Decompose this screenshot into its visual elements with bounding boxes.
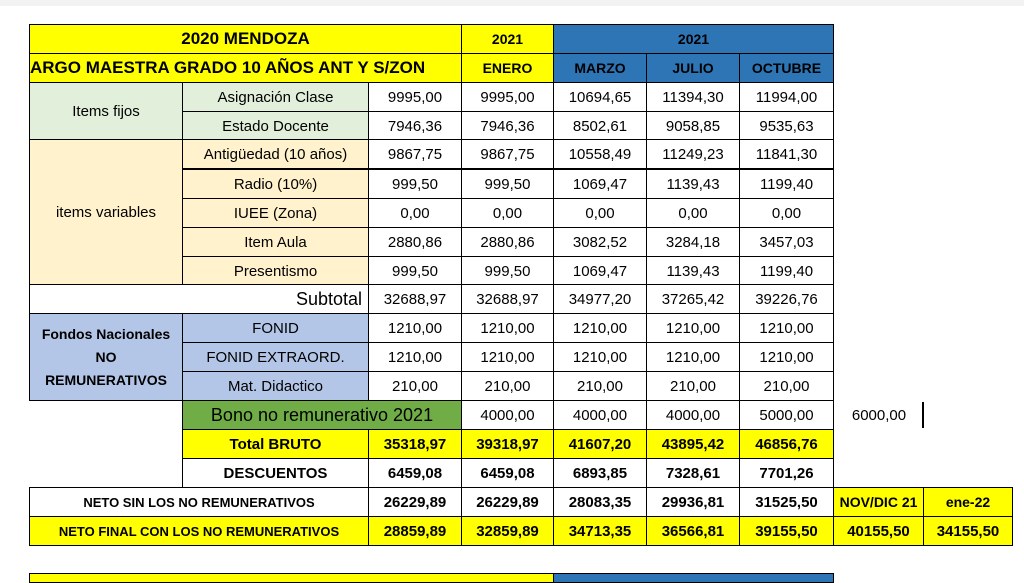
group-fondos-nacionales: Fondos Nacionales NO REMUNERATIVOS [29, 313, 183, 401]
subtitle-cell: ARGO MAESTRA GRADO 10 AÑOS ANT Y S/ZON [29, 53, 462, 83]
neto-final-value: 34713,35 [553, 516, 647, 546]
row-value: 1139,43 [646, 256, 740, 286]
row-value: 9995,00 [368, 82, 462, 112]
row-value: 0,00 [553, 198, 647, 228]
row-label: Estado Docente [182, 111, 369, 141]
neto-sin-value: 28083,35 [553, 487, 647, 517]
group-items-fijos: Items fijos [29, 82, 183, 140]
row-value: 7946,36 [461, 111, 554, 141]
month-julio: JULIO [646, 53, 740, 83]
row-value: 210,00 [739, 371, 834, 401]
row-value: 9867,75 [368, 139, 462, 169]
row-value: 9867,75 [461, 139, 554, 169]
row-value: 9535,63 [739, 111, 834, 141]
neto-sin-label: NETO SIN LOS NO REMUNERATIVOS [29, 487, 369, 517]
row-value: 999,50 [461, 256, 554, 286]
descuentos-value: 6459,08 [461, 458, 554, 488]
row-value: 11394,30 [646, 82, 740, 112]
row-value: 1210,00 [461, 342, 554, 372]
row-label: Antigüedad (10 años) [182, 139, 369, 169]
row-value: 9995,00 [461, 82, 554, 112]
neto-sin-value: 31525,50 [739, 487, 834, 517]
row-value: 1210,00 [461, 313, 554, 343]
bono-extra-value: 6000,00 [834, 400, 924, 430]
row-value: 1139,43 [646, 169, 740, 199]
row-value: 1199,40 [739, 256, 834, 286]
row-value: 210,00 [553, 371, 647, 401]
subtotal-label: Subtotal [29, 284, 369, 314]
row-value: 0,00 [739, 198, 834, 228]
row-value: 1210,00 [368, 342, 462, 372]
subtotal-value: 34977,20 [553, 284, 647, 314]
month-marzo: MARZO [553, 53, 647, 83]
neto-final-extra-value: 34155,50 [923, 516, 1013, 546]
row-value: 0,00 [368, 198, 462, 228]
descuentos-value: 6893,85 [553, 458, 647, 488]
row-value: 999,50 [461, 169, 554, 199]
bono-value: 4000,00 [646, 400, 740, 430]
month-enero: ENERO [461, 53, 554, 83]
year-2021-blue-cell: 2021 [553, 24, 834, 54]
row-label: Asignación Clase [182, 82, 369, 112]
neto-final-value: 28859,89 [368, 516, 462, 546]
row-value: 3457,03 [739, 227, 834, 257]
row-value: 1199,40 [739, 169, 834, 199]
row-value: 10694,65 [553, 82, 647, 112]
row-label: FONID [182, 313, 369, 343]
descuentos-value: 7701,26 [739, 458, 834, 488]
bono-label: Bono no remunerativo 2021 [182, 400, 462, 430]
total-bruto-value: 39318,97 [461, 429, 554, 459]
title-cell: 2020 MENDOZA [29, 24, 462, 54]
row-label: FONID EXTRAORD. [182, 342, 369, 372]
bono-value: 5000,00 [739, 400, 834, 430]
header-nov-dic-21: NOV/DIC 21 [833, 487, 924, 517]
row-value: 1210,00 [646, 342, 740, 372]
total-bruto-value: 41607,20 [553, 429, 647, 459]
neto-final-value: 32859,89 [461, 516, 554, 546]
bono-value: 4000,00 [553, 400, 647, 430]
row-value: 11841,30 [739, 139, 834, 169]
total-bruto-value: 43895,42 [646, 429, 740, 459]
top-strip [0, 0, 1024, 6]
subtotal-value: 32688,97 [368, 284, 462, 314]
row-value: 1210,00 [368, 313, 462, 343]
subtotal-value: 32688,97 [461, 284, 554, 314]
total-bruto-label: Total BRUTO [182, 429, 369, 459]
month-octubre: OCTUBRE [739, 53, 834, 83]
row-value: 1210,00 [739, 342, 834, 372]
row-value: 0,00 [461, 198, 554, 228]
row-label: Item Aula [182, 227, 369, 257]
row-value: 8502,61 [553, 111, 647, 141]
neto-final-extra-value: 40155,50 [833, 516, 924, 546]
row-value: 11249,23 [646, 139, 740, 169]
descuentos-value: 7328,61 [646, 458, 740, 488]
bono-value: 4000,00 [461, 400, 554, 430]
row-label: Mat. Didactico [182, 371, 369, 401]
total-bruto-value: 35318,97 [368, 429, 462, 459]
neto-final-value: 36566,81 [646, 516, 740, 546]
next-table-yellow-edge [29, 573, 554, 583]
row-value: 1210,00 [739, 313, 834, 343]
row-value: 10558,49 [553, 139, 647, 169]
neto-final-label: NETO FINAL CON LOS NO REMUNERATIVOS [29, 516, 369, 546]
row-value: 1210,00 [646, 313, 740, 343]
row-value: 210,00 [646, 371, 740, 401]
row-value: 999,50 [368, 169, 462, 199]
neto-sin-value: 26229,89 [461, 487, 554, 517]
subtotal-value: 39226,76 [739, 284, 834, 314]
row-label: IUEE (Zona) [182, 198, 369, 228]
row-value: 2880,86 [368, 227, 462, 257]
row-value: 1210,00 [553, 313, 647, 343]
row-value: 2880,86 [461, 227, 554, 257]
year-2021-cell: 2021 [461, 24, 554, 54]
neto-sin-value: 26229,89 [368, 487, 462, 517]
descuentos-value: 6459,08 [368, 458, 462, 488]
neto-sin-value: 29936,81 [646, 487, 740, 517]
row-value: 999,50 [368, 256, 462, 286]
descuentos-label: DESCUENTOS [182, 458, 369, 488]
row-value: 9058,85 [646, 111, 740, 141]
row-value: 7946,36 [368, 111, 462, 141]
row-value: 0,00 [646, 198, 740, 228]
row-value: 210,00 [368, 371, 462, 401]
row-label: Radio (10%) [182, 169, 369, 199]
row-value: 3082,52 [553, 227, 647, 257]
header-ene-22: ene-22 [923, 487, 1013, 517]
neto-final-value: 39155,50 [739, 516, 834, 546]
row-value: 3284,18 [646, 227, 740, 257]
row-value: 1069,47 [553, 256, 647, 286]
subtotal-value: 37265,42 [646, 284, 740, 314]
total-bruto-value: 46856,76 [739, 429, 834, 459]
row-value: 210,00 [461, 371, 554, 401]
row-value: 1210,00 [553, 342, 647, 372]
group-items-variables: items variables [29, 139, 183, 285]
row-value: 1069,47 [553, 169, 647, 199]
next-table-blue-edge [553, 573, 834, 583]
row-label: Presentismo [182, 256, 369, 286]
row-value: 11994,00 [739, 82, 834, 112]
text-cursor [922, 402, 924, 428]
